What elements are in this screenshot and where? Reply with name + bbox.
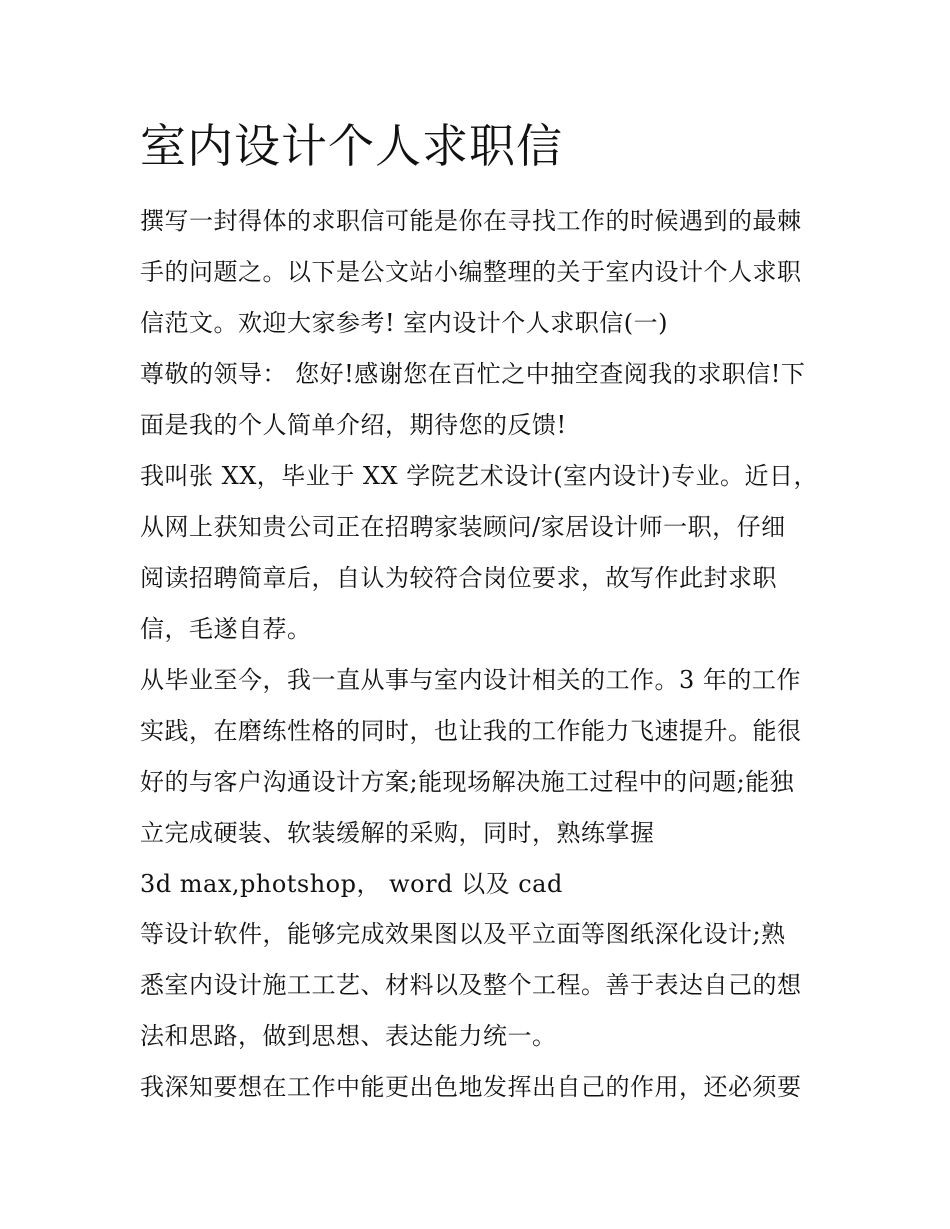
body-line: 面是我的个人简单介绍，期待您的反馈! bbox=[140, 411, 567, 439]
body-line: 好的与客户沟通设计方案;能现场解决施工过程中的问题;能独 bbox=[140, 768, 795, 796]
body-line: 立完成硬装、软装缓解的采购，同时，熟练掌握 bbox=[140, 819, 655, 847]
body-line: 等设计软件，能够完成效果图以及平立面等图纸深化设计;熟 bbox=[140, 920, 786, 948]
body-line: 信，毛遂自荐。 bbox=[140, 615, 312, 643]
body-line: 尊敬的领导： 您好!感谢您在百忙之中抽空查阅我的求职信!下 bbox=[140, 360, 806, 388]
body-line: 阅读招聘简章后，自认为较符合岗位要求，故写作此封求职 bbox=[140, 564, 777, 592]
body-line: 从毕业至今，我一直从事与室内设计相关的工作。3 年的工作 bbox=[140, 666, 801, 694]
body-line: 我叫张 XX，毕业于 XX 学院艺术设计(室内设计)专业。近日， bbox=[140, 462, 818, 490]
body-line: 3d max,photshop， word 以及 cad bbox=[140, 870, 563, 898]
body-line: 信范文。欢迎大家参考! 室内设计个人求职信(一) bbox=[140, 309, 668, 337]
body-line: 手的问题之。以下是公文站小编整理的关于室内设计个人求职 bbox=[140, 258, 802, 286]
body-line: 我深知要想在工作中能更出色地发挥出自己的作用，还必须要 bbox=[140, 1073, 802, 1101]
body-line: 悉室内设计施工工艺、材料以及整个工程。善于表达自己的想 bbox=[140, 971, 802, 999]
body-line: 从网上获知贵公司正在招聘家装顾问/家居设计师一职，仔细 bbox=[140, 513, 786, 541]
body-line: 法和思路，做到思想、表达能力统一。 bbox=[140, 1022, 557, 1050]
body-line: 实践，在磨练性格的同时，也让我的工作能力飞速提升。能很 bbox=[140, 717, 802, 745]
document-title: 室内设计个人求职信 bbox=[140, 119, 563, 173]
body-line: 撰写一封得体的求职信可能是你在寻找工作的时候遇到的最棘 bbox=[140, 207, 802, 235]
